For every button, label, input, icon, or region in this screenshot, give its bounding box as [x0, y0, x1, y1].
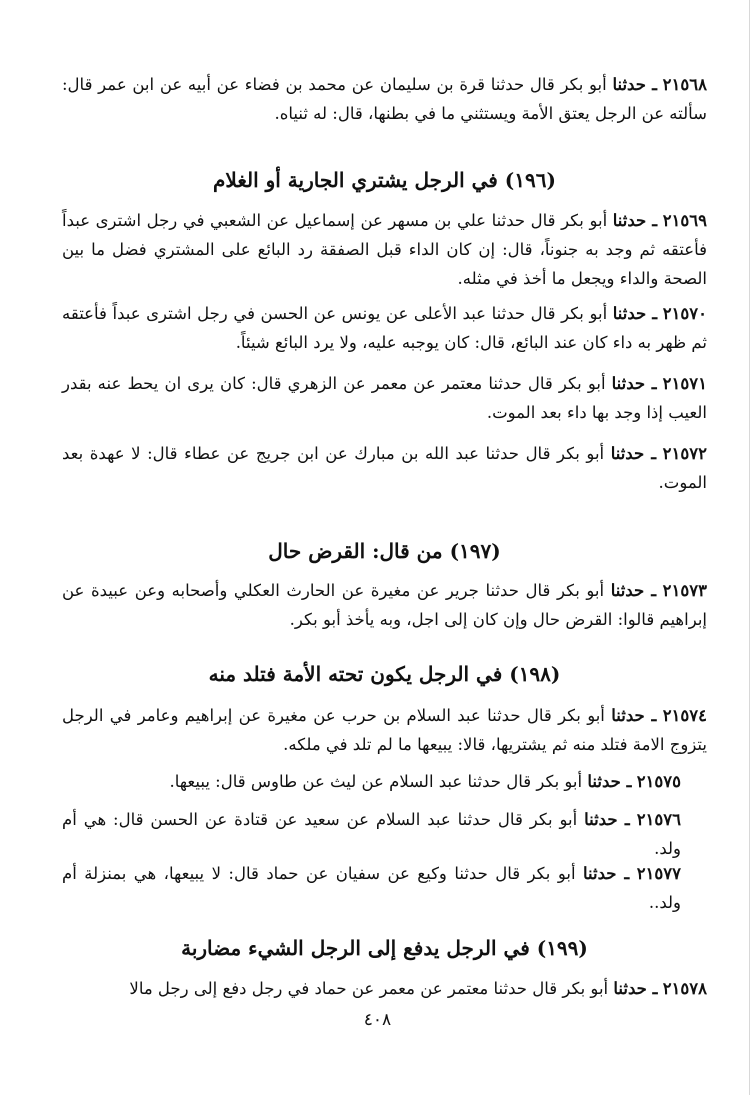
hadith-21575: ٢١٥٧٥ ـ حدثنا أبو بكر قال حدثنا عبد السلام عن ليث عن طاوس قال: يبيعها.	[169, 772, 681, 791]
hadith-text: أبو بكر قال حدثنا عبد الله بن مبارك عن ابن جريج عن عطاء قال: لا عهدة بعد الموت.	[62, 444, 707, 492]
hadith-number: ٢١٥٧٥	[636, 772, 681, 791]
hadith-text: أبو بكر قال حدثنا عبد السلام عن ليث عن طاوس قال: يبيعها.	[169, 772, 583, 791]
hadith-21578: ٢١٥٧٨ ـ حدثنا أبو بكر قال حدثنا معتمر عن معمر عن حماد في رجل دفع إلى رجل مالا	[129, 979, 707, 998]
hadith-text: أبو بكر قال حدثنا قرة بن سليمان عن محمد بن فضاء عن أبيه عن ابن عمر قال: سألته عن الرجل يعتق الأمة ويستثني ما في بطنها، قال: له ثنياه.	[62, 75, 707, 123]
hadith-lead: حدثنا	[613, 979, 647, 998]
hadith-lead: حدثنا	[587, 772, 621, 791]
hadith-lead: حدثنا	[611, 374, 646, 393]
page-number: ٤٠٨	[363, 1010, 392, 1030]
hadith-text: أبو بكر قال حدثنا عبد السلام بن حرب عن مغيرة عن إبراهيم وعامر في الرجل يتزوج الامة فتلد منه ثم يشتريها، قالا: يبيعها ما لم تلد في ملكه.	[62, 706, 707, 754]
hadith-21576: ٢١٥٧٦ ـ حدثنا أبو بكر قال حدثنا عبد السلام عن سعيد عن قتادة عن الحسن قال: هي أم ولد.	[62, 810, 681, 858]
hadith-number: ٢١٥٧٠	[662, 304, 707, 323]
hadith-21577: ٢١٥٧٧ ـ حدثنا أبو بكر قال حدثنا وكيع عن سفيان عن حماد قال: لا يبيعها، هي بمنزلة أم ولد..	[62, 864, 681, 912]
hadith-number: ٢١٥٧٧	[636, 864, 681, 883]
hadith-text: أبو بكر قال حدثنا جرير عن مغيرة عن الحارث العكلي وأصحابه وعن عبيدة عن إبراهيم قالوا: القرض حال وإن كان إلى اجل، وبه يأخذ أبو بكر.	[62, 581, 707, 629]
hadith-21568: ٢١٥٦٨ ـ حدثنا أبو بكر قال حدثنا قرة بن سليمان عن محمد بن فضاء عن أبيه عن ابن عمر قال: سألته عن الرجل يعتق الأمة ويستثني ما في بطنها، قال: له ثنياه.	[62, 75, 707, 123]
hadith-text: أبو بكر قال حدثنا وكيع عن سفيان عن حماد قال: لا يبيعها، هي بمنزلة أم ولد..	[62, 864, 681, 912]
hadith-number: ٢١٥٧٦	[636, 810, 681, 829]
page-edge-divider	[749, 0, 750, 1095]
section-heading-197: (١٩٧) من قال: القرض حال	[268, 539, 501, 563]
hadith-lead: حدثنا	[612, 75, 646, 94]
hadith-lead: حدثنا	[612, 304, 647, 323]
section-heading-198: (١٩٨) في الرجل يكون تحته الأمة فتلد منه	[208, 662, 561, 686]
hadith-21570: ٢١٥٧٠ ـ حدثنا أبو بكر قال حدثنا عبد الأعلى عن يونس عن الحسن في رجل اشترى عبداً فأعتقه ثم ظهر به داء كان عند البائع، قال: كان يوجبه عليه، ولا يرد البائع شيئاً.	[62, 304, 707, 352]
section-heading-196: (١٩٦) في الرجل يشتري الجارية أو الغلام	[213, 168, 556, 192]
hadith-number: ٢١٥٦٨	[662, 75, 707, 94]
hadith-text: أبو بكر قال حدثنا عبد السلام عن سعيد عن قتادة عن الحسن قال: هي أم ولد.	[62, 810, 681, 858]
hadith-text: أبو بكر قال حدثنا معتمر عن معمر عن الزهري قال: كان يرى ان يحط عنه بقدر العيب إذا وجد بها داء بعد الموت.	[62, 374, 707, 422]
hadith-lead: حدثنا	[612, 211, 647, 230]
hadith-lead: حدثنا	[611, 706, 645, 725]
hadith-21574: ٢١٥٧٤ ـ حدثنا أبو بكر قال حدثنا عبد السلام بن حرب عن مغيرة عن إبراهيم وعامر في الرجل يتزوج الامة فتلد منه ثم يشتريها، قالا: يبيعها ما لم تلد في ملكه.	[62, 706, 707, 754]
hadith-21569: ٢١٥٦٩ ـ حدثنا أبو بكر قال حدثنا علي بن مسهر عن إسماعيل عن الشعبي في رجل اشترى عبداً فأعتقه ثم وجد به جنوناً، قال: إن كان الداء قبل الصفقة رد البائع على المشتري فضل ما بين الصحة والداء ويجعل ما أخذ في مثله.	[62, 211, 707, 288]
hadith-number: ٢١٥٧٤	[662, 706, 707, 725]
hadith-text: أبو بكر قال حدثنا عبد الأعلى عن يونس عن الحسن في رجل اشترى عبداً فأعتقه ثم ظهر به داء كان عند البائع، قال: كان يوجبه عليه، ولا يرد البائع شيئاً.	[62, 304, 707, 352]
hadith-text: أبو بكر قال حدثنا علي بن مسهر عن إسماعيل عن الشعبي في رجل اشترى عبداً فأعتقه ثم وجد به جنوناً، قال: إن كان الداء قبل الصفقة رد البائع على المشتري فضل ما بين الصحة والداء ويجعل ما أخذ في مثله.	[62, 211, 707, 288]
hadith-number: ٢١٥٧١	[662, 374, 707, 393]
hadith-text: أبو بكر قال حدثنا معتمر عن معمر عن حماد في رجل دفع إلى رجل مالا	[129, 979, 609, 998]
hadith-21571: ٢١٥٧١ ـ حدثنا أبو بكر قال حدثنا معتمر عن معمر عن الزهري قال: كان يرى ان يحط عنه بقدر العيب إذا وجد بها داء بعد الموت.	[62, 374, 707, 422]
section-heading-199: (١٩٩) في الرجل يدفع إلى الرجل الشيء مضاربة	[181, 936, 588, 960]
hadith-lead: حدثنا	[610, 581, 645, 600]
hadith-lead: حدثنا	[584, 810, 618, 829]
hadith-21572: ٢١٥٧٢ ـ حدثنا أبو بكر قال حدثنا عبد الله بن مبارك عن ابن جريج عن عطاء قال: لا عهدة بعد الموت.	[62, 444, 707, 492]
hadith-number: ٢١٥٦٩	[662, 211, 707, 230]
hadith-lead: حدثنا	[582, 864, 617, 883]
hadith-21573: ٢١٥٧٣ ـ حدثنا أبو بكر قال حدثنا جرير عن مغيرة عن الحارث العكلي وأصحابه وعن عبيدة عن إبراهيم قالوا: القرض حال وإن كان إلى اجل، وبه يأخذ أبو بكر.	[62, 581, 707, 629]
hadith-number: ٢١٥٧٨	[662, 979, 707, 998]
hadith-lead: حدثنا	[610, 444, 645, 463]
hadith-number: ٢١٥٧٢	[662, 444, 707, 463]
hadith-number: ٢١٥٧٣	[662, 581, 707, 600]
